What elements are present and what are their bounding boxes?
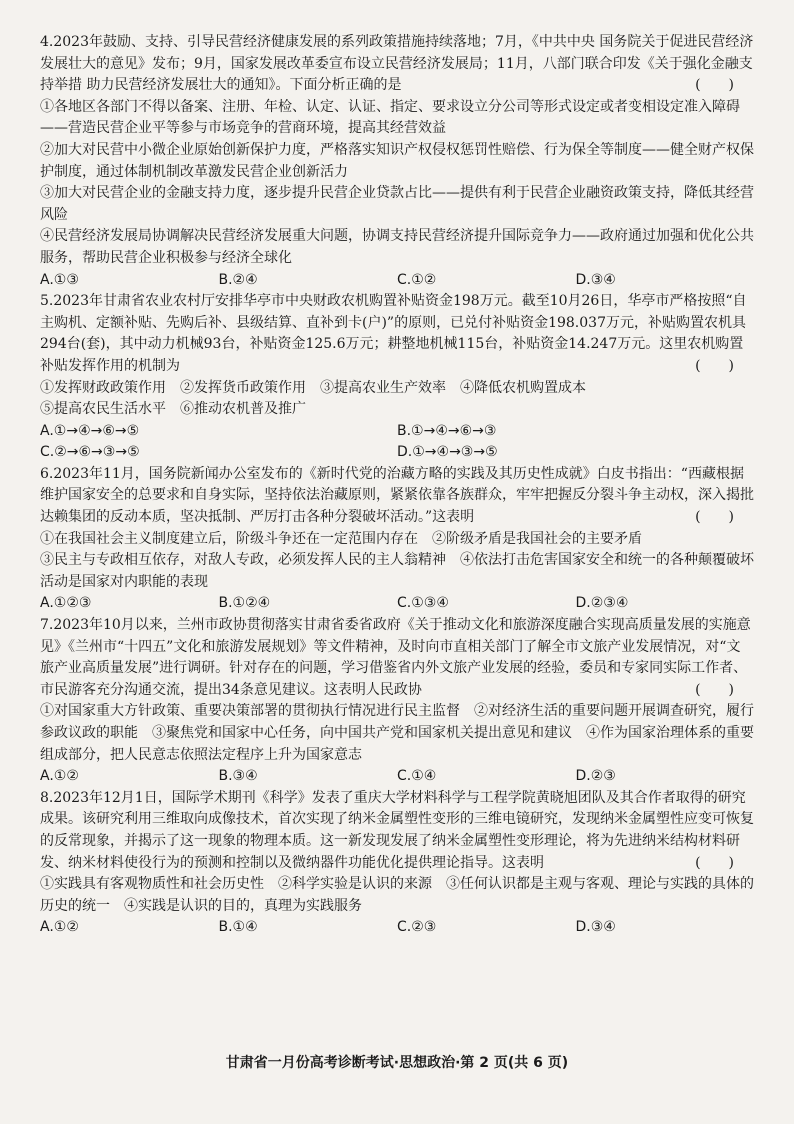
statement: ①各地区各部门不得以备案、注册、年检、认定、认证、指定、要求设立分公司等形式设定或者变相设定准入障碍——营造民营企业平等参与市场竞争的营商环境，提高其经营效益 <box>40 98 740 137</box>
statement: ①对国家重大方针政策、重要决策部署的贯彻执行情况进行民主监督 ②对经济生活的重要问题开展调查研究，履行参政议政的职能 ③聚焦党和国家中心任务，向中国共产党和国家机关提出意见和建议 ④作为国家治理体系的重要组成部分，把人民意志依照法定程序上升为国家意志 <box>40 703 754 763</box>
choice-c: C.①② <box>397 271 437 288</box>
statement: ⑤提高农民生活水平 ⑥推动农机普及推广 <box>40 401 306 418</box>
choice-d: D.③④ <box>575 271 616 288</box>
answer-blank: ( ) <box>695 854 734 871</box>
question-6 <box>40 464 754 615</box>
question-4 <box>40 32 754 291</box>
question-stem: 4.2023年鼓励、支持、引导民营经济健康发展的系列政策措施持续落地；7月，《中共中央 国务院关于促进民营经济发展壮大的意见》发布；9月，国家发展改革委宣布设立民营经济发展局；11月，八部门联合印发《关于强化金融支持举措 助力民营经济发展壮大的通知》。下面分析正确的是 <box>40 34 754 94</box>
choice-d: D.①→④→③→⑤ <box>397 444 498 461</box>
statement: ①发挥财政政策作用 ②发挥货币政策作用 ③提高农业生产效率 ④降低农机购置成本 <box>40 379 586 396</box>
question-stem: 5.2023年甘肃省农业农村厅安排华亭市中央财政农机购置补贴资金198万元。截至10月26日，华亭市严格按照“自主购机、定额补贴、先购后补、县级结算、直补到卡(户)”的原则，已兑付补贴资金198.037万元，补贴购置农机具294台(套)，其中动力机械93台，补贴资金125.6万元；耕整地机械115台，补贴资金14.247万元。这里农机购置补贴发挥作用的机制为 <box>40 293 747 374</box>
choice-row <box>40 270 754 292</box>
choice-a: A.①②③ <box>40 595 92 612</box>
choice-c: C.①③④ <box>397 595 449 612</box>
choice-b: B.①②④ <box>218 595 271 612</box>
choice-b: B.①④ <box>218 919 258 936</box>
statement: ②加大对民营中小微企业原始创新保护力度，严格落实知识产权侵权惩罚性赔偿、行为保全等制度——健全财产权保护制度，通过体制机制改革激发民营企业创新活力 <box>40 141 754 180</box>
choice-a: A.①→④→⑥→⑤ <box>40 422 140 439</box>
choice-a: A.①② <box>40 919 79 936</box>
choice-row <box>40 593 754 615</box>
statement: ④民营经济发展局协调解决民营经济发展重大问题，协调支持民营经济提升国际竞争力——政府通过加强和优化公共服务，帮助民营企业积极参与经济全球化 <box>40 228 754 266</box>
question-8 <box>40 788 754 939</box>
choice-c: C.②→⑥→③→⑤ <box>40 444 140 461</box>
choice-c: C.②③ <box>397 919 437 936</box>
statement: ①实践具有客观物质性和社会历史性 ②科学实验是认识的来源 ③任何认识都是主观与客观、理论与实践的具体的历史的统一 ④实践是认识的目的，真理为实践服务 <box>40 876 754 914</box>
question-stem: 8.2023年12月1日，国际学术期刊《科学》发表了重庆大学材料科学与工程学院黄晓旭团队及其合作者取得的研究成果。该研究利用三维取向成像技术，首次实现了纳米金属塑性变形的三维电镜研究，发现纳米金属塑性应变可恢复的反常现象，并揭示了这一现象的物理本质。这一新发现发展了纳米金属塑性变形理论，将为先进纳米结构材料研发、纳米材料使役行为的预测和控制以及微纳器件功能优化提供理论指导。这表明 <box>40 789 754 871</box>
answer-blank: ( ) <box>695 77 734 94</box>
answer-blank: ( ) <box>695 357 734 374</box>
choice-row <box>40 421 754 443</box>
choice-b: B.②④ <box>218 271 258 288</box>
answer-blank: ( ) <box>695 509 734 526</box>
choice-a: A.①② <box>40 768 79 785</box>
choice-a: A.①③ <box>40 271 79 288</box>
answer-blank: ( ) <box>695 681 734 698</box>
statement: ③加大对民营企业的金融支持力度，逐步提升民营企业贷款占比——提供有利于民营企业融资政策支持，降低其经营风险 <box>40 185 754 223</box>
choice-row <box>40 442 754 464</box>
question-5 <box>40 291 754 464</box>
statement: ③民主与专政相互依存，对敌人专政，必须发挥人民的主人翁精神 ④依法打击危害国家安全和统一的各种颠覆破坏活动是国家对内职能的表现 <box>40 552 754 590</box>
choice-d: D.③④ <box>575 919 616 936</box>
question-stem: 6.2023年11月，国务院新闻办公室发布的《新时代党的治藏方略的实践及其历史性成就》白皮书指出：“西藏根据维护国家安全的总要求和自身实际，坚持依法治藏原则，紧紧依靠各族群众，牢牢把握反分裂斗争主动权，深入揭批达赖集团的反动本质，坚决抵制、严厉打击各种分裂破坏活动。”这表明 <box>40 465 754 526</box>
statement: ①在我国社会主义制度建立后，阶级斗争还在一定范围内存在 ②阶级矛盾是我国社会的主要矛盾 <box>40 530 642 547</box>
choice-c: C.①④ <box>397 768 437 785</box>
choice-b: B.③④ <box>218 768 258 785</box>
page-footer: 甘肃省一月份高考诊断考试·思想政治·第 2 页(共 6 页) <box>225 1055 569 1071</box>
question-7 <box>40 615 754 788</box>
choice-d: D.②③④ <box>575 595 629 612</box>
choice-b: B.①→④→⑥→③ <box>397 422 497 439</box>
question-stem: 7.2023年10月以来，兰州市政协贯彻落实甘肃省委省政府《关于推动文化和旅游深度融合实现高质量发展的实施意见》《兰州市“十四五”文化和旅游发展规划》等文件精神，及时向市直相关部门了解全市文旅产业发展情况，对“文旅产业高质量发展”进行调研。针对存在的问题，学习借鉴省内外文旅产业发展的经验，委员和专家同实际工作者、市民游客充分沟通交流，提出34条意见建议。这表明人民政协 <box>40 617 751 698</box>
choice-d: D.②③ <box>575 768 616 785</box>
choice-row <box>40 766 754 788</box>
choice-row <box>40 917 754 939</box>
